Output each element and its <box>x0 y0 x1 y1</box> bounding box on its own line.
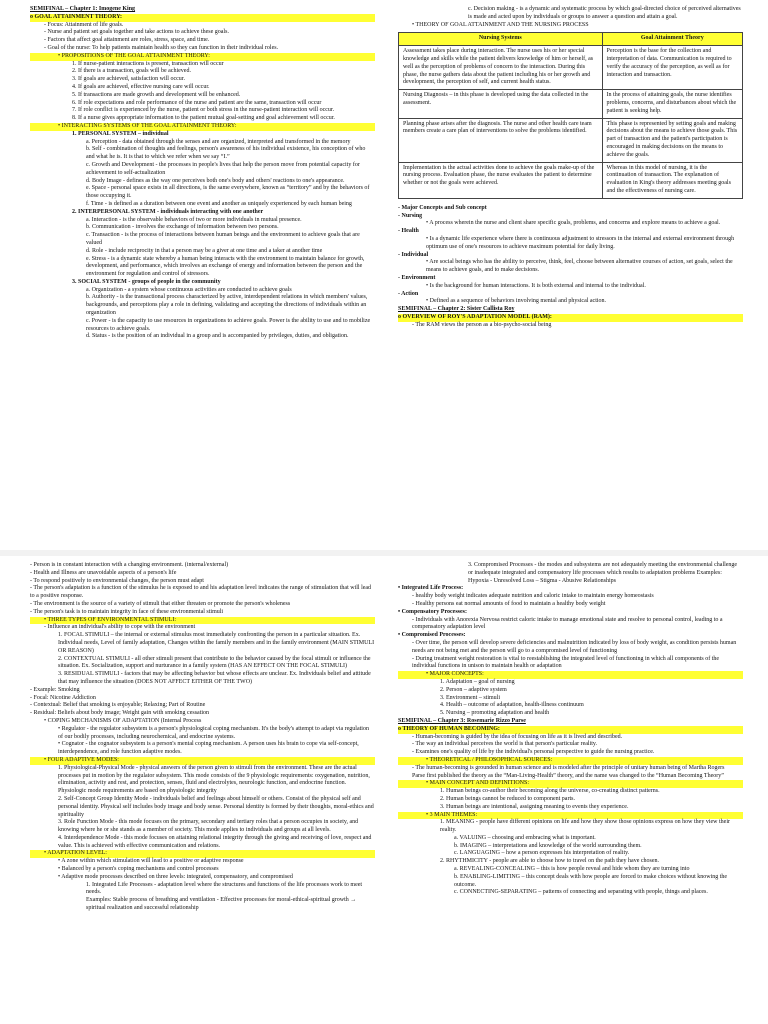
text-line: 1. If nurse-patient interactions is present, transaction will occur <box>72 60 224 67</box>
text-line: a. VALUING – choosing and embracing what is important. <box>454 834 596 841</box>
text-line: SEMIFINAL – Chapter 1: Imogene King <box>30 6 136 12</box>
text-line: • INTERACTING SYSTEMS OF THE GOAL ATTAINMENT THEORY: <box>30 123 375 131</box>
text-line: 3. Compromised Processes - the modes and subsystems are not adequately meeting the environmental challenge or inadequate integrated and compensatory life processes which results to adaptation problems Examples: Hypoxia - Unresolved Loss – Stigma - Abusive Relationships <box>468 562 738 584</box>
text-line: 3. Role Function Mode - this mode focuses on the primary, secondary and tertiary roles that a person occupies in society, and knowing where he or she stands as a member of society. This mode applies to individuals and groups at all levels. <box>58 819 359 834</box>
text-line: • Cognator - the cognator subsystem is a person's mental coping mechanism. A person uses his brain to cope via self-concept, interdependence, and role function adaptive modes. <box>30 741 375 757</box>
text-line: • THREE TYPES OF ENVIRONMENTAL STIMULI: <box>30 617 375 625</box>
text-line: • PROPOSITIONS OF THE GOAL ATTAINMENT THEORY: <box>30 53 375 61</box>
text-line: 3. If goals are achieved, satisfaction will occur. <box>72 76 185 83</box>
text-line: 3. Human beings are intentional, assigning meaning to events they experience. <box>440 803 629 810</box>
document-page-2 <box>0 556 768 1024</box>
text-line: 5. If transactions are made growth and development will be enhanced. <box>72 91 241 98</box>
text-line: • A process wherein the nurse and client share specific goals, problems, and concerns and explore means to achieve a goal. <box>398 220 743 228</box>
text-line: - Over time, the person will develop severe deficiencies and malnutrition indicated by loss of body weight, as condition persists human needs are not being met and the person will go to a compromised level of functioning <box>398 640 743 656</box>
text-line: 8. If a nurse gives appropriate information to the patient mutual goal-setting and goal achievement will occur. <box>72 115 335 122</box>
text-line: - Person is in constant interaction with a changing environment. (internal/external) <box>30 562 375 570</box>
text-line: - The way an individual perceives the world is that person's particular reality. <box>398 741 743 749</box>
page1-right-column <box>398 6 743 329</box>
text-line: - Individual <box>398 252 743 260</box>
text-line: - Nursing <box>398 213 743 221</box>
text-line: - The human-becoming is grounded in human science and is modeled after the principle of unitary human being of Martha Rogers <box>398 765 743 773</box>
text-line: 3. Environment – stimuli <box>440 694 500 701</box>
text-line: • MAIN CONCEPT AND DEFINITIONS: <box>398 780 743 788</box>
text-line: d. Status - is the position of an individual in a group and is accompanied by privileges, duties, and obligation. <box>86 333 349 340</box>
text-line: - The person's task is to maintain integrity in face of these environmental stimuli <box>30 609 375 617</box>
text-line: • Compromised Processes: <box>398 632 743 640</box>
text-line: - Goal of the nurse: To help patients maintain health so they can function in their individual roles. <box>30 45 375 53</box>
text-line: - Healthy persons eat normal amounts of food to maintain a healthy body weight <box>398 601 743 609</box>
text-line: • Is the background for human interactions. It is both external and internal to the individual. <box>398 283 743 291</box>
text-line: - Health <box>398 228 743 236</box>
table-row <box>399 162 743 198</box>
text-line: 4. If goals are achieved, effective nursing care will occur. <box>72 83 210 90</box>
text-line: 1. FOCAL STIMULI – the internal or external stimulus most immediately confronting the person in a particular situation. Ex. Individual needs, Level of family adaptation, Changes within the family members and in the family environment (MAIN STIMULI OR REASON) <box>58 632 375 654</box>
text-line: • Is a dynamic life experience where there is continuous adjustment to stressors in the internal and external environment through optimum use of one's resources to achieve maximum potential for daily living. <box>398 236 743 252</box>
text-line: 1. MEANING - people have different opinions on life and how they show those opinions express on how they view their reality. <box>440 819 731 834</box>
text-line: f. Time - is defined as a duration between one event and another as uniquely experienced by each human being <box>86 200 352 207</box>
table-cell: This phase is represented by setting goals and making decisions about the means to achieve those goals. This part of transaction and the patient's participation is encouraged in making decisions on the means to achieve the goals. <box>602 118 742 162</box>
text-line: b. Communication - involves the exchange of information between two persons. <box>86 224 279 231</box>
text-line: • Balanced by a person's coping mechanisms and control processes <box>30 866 375 874</box>
page1-right-bottom <box>398 205 743 330</box>
text-line: a. Interaction - is the observable behaviors of two or more individuals in mutual presence. <box>86 216 302 223</box>
text-line: e. Stress - is a dynamic state whereby a human being interacts with the environment to maintain balance for growth, development, and performance, which involves an exchange of energy and information between the person and the environment for regulation and control of stressors. <box>86 255 365 278</box>
text-line: - Nurse and patient set goals together and take actions to achieve these goals. <box>30 29 375 37</box>
table-cell: Implementation is the actual activities done to achieve the goals make-up of the nursing process. Evaluation phase, the nurse evaluates the patient to determine whether or not the goals were achieved. <box>399 162 603 198</box>
text-line: • Adaptive mode processes described on three levels: integrated, compensatory, and compromised <box>30 874 375 882</box>
table-cell: Whereas in this model of nursing, it is the continuation of transaction. The explanation of evaluation in King's theory addresses meeting goals and the effectiveness of nursing care. <box>602 162 742 198</box>
table-header: Nursing Systems <box>399 33 603 46</box>
page1-right-top <box>398 6 743 29</box>
text-line: - Human-becoming is guided by the idea of focusing on life as it is lived and described. <box>398 734 743 742</box>
text-line: 5. Nursing – promoting adaptation and health <box>440 710 550 717</box>
text-line: 2. CONTEXTUAL STIMULI - all other stimuli present that contribute to the behavior caused by the focal stimuli or influence the situation. Ex. Socialization, support and nurturance in a family system (HAS AN EFFECT ON THE FOCAL STIMULI) <box>58 655 371 670</box>
text-line: 2. If there is a transaction, goals will be achieved. <box>72 68 191 75</box>
text-line: • COPING MECHANISMS OF ADAPTATION (Internal Process <box>30 718 375 726</box>
text-line: - Factors that affect goal attainment are roles, stress, space, and time. <box>30 37 375 45</box>
text-line: c. Growth and Development - the processes in people's lives that help the person move from potential capacity for achievement to self-actualization <box>86 161 360 176</box>
text-line: o OVERVIEW OF ROY'S ADAPTATION MODEL (RAM): <box>398 314 743 322</box>
text-line: - Focal: Nicotine Addiction <box>30 695 375 703</box>
text-line: SEMIFINAL – Chapter 3: Rosemarie Rizzo Parse <box>398 717 526 724</box>
text-line: 1. Adaptation – goal of nursing <box>440 678 515 685</box>
table-cell: Perception is the base for the collection and interpretation of data. Communication is required to verify the accuracy of the perception, as well as for interaction and transaction. <box>602 46 742 90</box>
text-line: - During treatment weight restoration is vital to reestablishing the integrated level of functioning in which all components of the individual functions in unison to maintain health or adaptation <box>398 656 743 672</box>
text-line: 2. Human beings cannot be reduced to component parts. <box>440 795 575 802</box>
table-cell: In the process of attaining goals, the nurse identifies problems, concerns, and disturbances about which the patient is seeking help. <box>602 90 742 118</box>
page2-left-column <box>30 562 375 913</box>
text-line: - Examines one's quality of life by the individual's personal perspective to guide the nursing practice. <box>398 749 743 757</box>
text-line: • MAJOR CONCEPTS: <box>398 671 743 679</box>
text-line: a. Organization - a system whose continuous activities are conducted to achieve goals <box>86 286 292 293</box>
table-cell: Planning phase arises after the diagnosis. The nurse and other health care team members create a care plan of interventions to solve the problems identified. <box>399 118 603 162</box>
table-cell: Nursing Diagnosis – in this phase is developed using the data collected in the assessment. <box>399 90 603 118</box>
text-line: • Are social beings who has the ability to perceive, think, feel, choose between alternative courses of action, set goals, select the means to achieve goals, and to make decisions. <box>398 259 743 275</box>
text-line: • THEORY OF GOAL ATTAINMENT AND THE NURSING PROCESS <box>398 22 743 30</box>
text-line: - Individuals with Anorexia Nervosa restrict caloric intake to manage emotional state and resolve to personal control, leading to a compensatory adaptation level <box>398 617 743 633</box>
text-line: c. Power - is the capacity to use resources in organizations to achieve goals. Power is the ability to use and to mobilize resources to achieve goals. <box>86 317 371 332</box>
text-line: - Focus: Attainment of life goals. <box>30 22 375 30</box>
text-line: o THEORY OF HUMAN BECOMING: <box>398 726 743 734</box>
table-row <box>399 46 743 90</box>
text-line: c. LANGUAGING – how a person expresses his interpretation of reality. <box>454 850 630 857</box>
text-line: - healthy body weight indicates adequate nutrition and caloric intake to maintain energy homeostasis <box>398 593 743 601</box>
table-header: Goal Attainment Theory <box>602 33 742 46</box>
text-line: 3. SOCIAL SYSTEM - groups of people in the community <box>72 278 221 285</box>
text-line: - Action <box>398 291 743 299</box>
text-line: 2. RHYTHMICITY - people are able to choose how to travel on the path they have chosen. <box>440 858 660 865</box>
text-line: c. CONNECTING-SEPARATING – patterns of connecting and separating with people, things and places. <box>454 889 708 896</box>
text-line: b. ENABLING-LIMITING – this concept deals with how people are forced to make choices without knowing the outcome. <box>454 873 728 888</box>
nursing-process-table <box>398 32 743 198</box>
page1-left-column <box>30 6 375 341</box>
text-line: a. Perception - data obtained through the senses and are organized, interpreted and transformed in the memory <box>86 138 351 145</box>
text-line: c. Transaction - is the process of interactions between human beings and the environment to achieve goals that are valued <box>86 232 360 246</box>
text-line: • THEORETICAL / PHILOSOPHICAL SOURCES: <box>398 757 743 765</box>
text-line: d. Body Image - defines as the way one perceives both one's body and others' reactions to one's appearance. <box>86 177 345 184</box>
text-line: o GOAL ATTAINMENT THEORY: <box>30 14 375 22</box>
text-line: - To respond positively to environmental changes, the person must adapt <box>30 578 375 586</box>
text-line: Examples: Stable process of breathing and ventilation - Effective processes for moral-ethical-spiritual growth → spiritual realization and successful relationship <box>86 897 357 912</box>
text-line: 6. If role expectations and role performance of the nurse and patient are the same, transaction will occur <box>72 99 322 106</box>
text-line: e. Space - personal space exists in all directions, is the same everywhere, known as “territory” and by the behaviors of those occupying it. <box>86 185 370 200</box>
table-cell: Assessment takes place during interaction. The nurse uses his or her special knowledge and skills while the patient delivers knowledge of him or herself, as well as the perception of problems of concern to the interaction. During this phase, the nurse gathers data about the patient including his or her growth and development, the perception of self, and current health status. <box>399 46 603 90</box>
text-line: • 3 MAIN THEMES: <box>398 812 743 820</box>
text-line: 2. INTERPERSONAL SYSTEM - individuals interacting with one another <box>72 208 264 215</box>
text-line: a. REVEALING-CONCEALING – this is how people reveal and hide whom they are turning into <box>454 866 690 873</box>
text-line: 4. Interdependence Mode - this mode focuses on attaining relational integrity through the giving and receiving of love, respect and value. This is achieved with effective communication and relations. <box>58 834 372 849</box>
text-line: c. Decision making - is a dynamic and systematic process by which goal-directed choice of perceived alternatives is made and acted upon by individuals or groups to answer a question and attain a goal. <box>468 6 741 20</box>
text-line: - Contextual: Belief that smoking is enjoyable; Relaxing; Part of Routine <box>30 702 375 710</box>
text-line: 7. If role conflict is experienced by the nurse, patient or both stress in the nurse-patient interaction will occur. <box>72 107 335 114</box>
text-line: 1. Human beings co-author their becoming along the universe, co-creating distinct patterns. <box>440 788 660 795</box>
text-line: • Compensatory Processes: <box>398 609 743 617</box>
text-line: b. IMAGING – interpretations and knowledge of the world surrounding them. <box>454 842 642 849</box>
text-line: 3. RESIDUAL STIMULI - factors that may be affecting behavior but whose effects are unclear. Ex. Individuals belief and attitude that may influence the situation (DOES NOT AFFECT EITHER OF THE TWO) <box>58 671 371 685</box>
text-line: b. Self - combination of thoughts and feelings, person's awareness of his individual existence, his conception of who and what he is. It is that to which we refer when we say “I.” <box>86 146 366 161</box>
text-line: - Health and Illness are unavoidable aspects of a person's life <box>30 570 375 578</box>
text-line: Parse first published the theory as the “Man-Living-Health” theory, and the name was changed to the “Human Becoming Theory” <box>412 772 724 779</box>
text-line: SEMIFINAL – Chapter 2: Sister Callista Roy <box>398 306 515 313</box>
text-line: 2. Person – adaptive system <box>440 686 507 693</box>
text-line: • FOUR ADAPTIVE MODES: <box>30 757 375 765</box>
text-line: - Environment <box>398 275 743 283</box>
text-line: 1. Integrated Life Processes - adaptation level where the structures and functions of the life processes work to meet needs. <box>86 881 363 896</box>
text-line: • Defined as a sequence of behaviors involving mental and physical action. <box>398 298 743 306</box>
table-row <box>399 118 743 162</box>
text-line: • Regulator - the regulator subsystem is a person's physiological coping mechanism. It's the body's attempt to adapt via regulation of our bodily processes, including neurochemical, and endocrine systems. <box>30 726 375 742</box>
text-line: - Influence an individual's ability to cope with the environment <box>44 624 196 631</box>
text-line: • ADAPTATION LEVEL: <box>30 850 375 858</box>
text-line: - Major Concepts and Sub concept <box>398 205 743 213</box>
text-line: 1. Physiological-Physical Mode - physical answers of the person given to stimuli from the environment. These are the actual processes put in motion by the regulator subsystem. This mode consists of the 9 physiologic requirements: oxygenation, nutrition, elimination, activity and rest, and protection, senses, fluid and electrolytes, neurologic function, and endocrine function. Physiologic mode requirements are based on physiologic integrity <box>58 764 370 795</box>
text-line: d. Role - include reciprocity in that a person may be a giver at one time and a taker at another time <box>86 247 323 254</box>
page2-right-column <box>398 562 743 897</box>
text-line: 4. Health – outcome of adaptation, health-illness continuum <box>440 702 584 709</box>
text-line: 1. PERSONAL SYSTEM – individual <box>72 130 169 137</box>
text-line: - The RAM views the person as a bio-psycho-social being <box>398 322 743 330</box>
text-line: - The person's adaptation is a function of the stimulus he is exposed to and his adaptation level indicates the range of stimulation that will lead to a positive response. <box>30 585 375 601</box>
text-line: 2. Self-Concept Group Identity Mode - individuals belief and feelings about himself or others. Consist of the physical self and personal identity. Physical self includes body image and body sense. Personal identity is formed by their thoughts, moral-ethics and spirituality <box>58 795 374 818</box>
text-line: b. Authority - is the transactional process characterized by active, interdependent relations in which members' values, backgrounds, and perceptions play a role in defining, validating and accepting the directions of individuals within an organization <box>86 294 368 317</box>
text-line: - Residual: Beliefs about body image; Weight gain with smoking cessation <box>30 710 375 718</box>
text-line: - Example: Smoking <box>30 687 375 695</box>
table-row <box>399 90 743 118</box>
text-line: • Integrated Life Process: <box>398 585 743 593</box>
text-line: • A zone within which stimulation will lead to a positive or adaptive response <box>30 858 375 866</box>
text-line: - The environment is the source of a variety of stimuli that either threaten or promote the person's wholeness <box>30 601 375 609</box>
